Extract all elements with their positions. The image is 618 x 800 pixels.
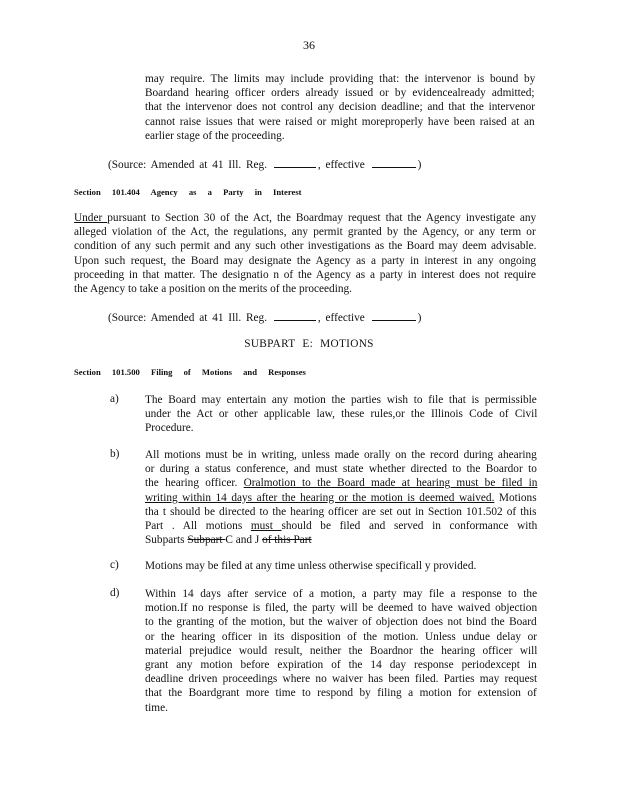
text-segment: or during a status conference, and must state whether directed to the Boardor to — [145, 463, 537, 476]
text-segment: material prejudice would result, neither the Boardnor the hearing officer will — [145, 644, 538, 657]
text-line: may require. The limits may include providing that: the intervenor is bound by — [145, 73, 536, 85]
source-note-2: (Source: Amended at 41 Ill. Reg. , effective ) — [108, 312, 422, 324]
text-line — [145, 519, 537, 533]
item-b-paragraph — [145, 448, 537, 547]
text-segment: under the Act or other applicable law, these rules,or the Illinois Code of Civil — [145, 408, 538, 421]
text-line — [145, 630, 537, 644]
text-segment: Under — [74, 212, 108, 224]
text-line — [145, 601, 537, 615]
text-segment: writing within 14 days after the hearing or the motion is deemed waived. — [145, 491, 495, 504]
source-note-1: (Source: Amended at 41 Ill. Reg. , effective ) — [108, 159, 422, 171]
text-line — [145, 462, 537, 476]
text-segment: time. — [145, 701, 168, 714]
source-close: ) — [417, 159, 422, 171]
text-segment: the hearing officer. — [145, 477, 244, 490]
text-line — [145, 672, 537, 686]
text-segment: to the granting of the motion, but the waiver of objection does not bind the Board — [145, 616, 537, 629]
source-prefix: (Source: Amended at 41 Ill. Reg. — [108, 159, 268, 171]
section-heading-101-404: Section 101.404 Agency as a Party in Interest — [74, 187, 302, 197]
text-line — [74, 225, 536, 239]
text-segment: pursuant to Section 30 of the Act, the Boardmay request that the Agency investigate any — [107, 212, 537, 224]
item-letter-c: c) — [110, 559, 119, 571]
text-line — [74, 239, 536, 253]
text-line — [145, 658, 537, 672]
text-segment: the Agency to take a position on the merits of the proceeding. — [74, 283, 352, 296]
item-d-paragraph — [145, 587, 537, 715]
effective-blank — [372, 310, 416, 321]
item-letter-b: b) — [110, 448, 120, 460]
text-line — [145, 505, 537, 519]
text-segment: must — [250, 520, 282, 533]
text-line — [145, 421, 537, 435]
text-line — [145, 587, 537, 601]
text-line — [74, 282, 536, 296]
text-segment: Subpart — [187, 534, 226, 547]
text-line — [145, 407, 537, 421]
text-segment: Part . All motions — [145, 520, 251, 533]
text-line — [145, 701, 537, 715]
text-line: earlier stage of the proceeding. — [145, 129, 285, 142]
text-segment: tha t should be directed to the hearing officer are set out in Section 101.502 of this — [145, 505, 537, 518]
text-segment: Oralmotion to the Board made at hearing must be filed in — [243, 477, 538, 490]
subpart-title: SUBPART E: MOTIONS — [244, 338, 374, 350]
text-segment: alleged violation of the Act, the regulations, any permit granted by the Agency, or any term or — [74, 226, 536, 239]
text-segment: condition of any such permit and any such other investigations as the Board may deem advisable. — [74, 240, 537, 253]
item-a-paragraph — [145, 393, 537, 436]
text-segment: Subparts — [145, 534, 188, 547]
text-line — [145, 476, 537, 490]
text-line — [145, 448, 537, 462]
text-segment: Upon such request, the Board may designate the Agency as a party in interest in any ongoing — [74, 254, 537, 267]
text-segment: C and J — [225, 534, 263, 547]
text-line: cannot raise issues that were raised or might moreproperly have been raised at an — [145, 115, 535, 128]
text-line — [74, 254, 536, 268]
text-line — [145, 644, 537, 658]
text-segment: Within 14 days after service of a motion, a party may file a response to the — [145, 588, 538, 600]
text-line — [145, 615, 537, 629]
text-line — [145, 533, 537, 547]
text-line: Boardand hearing officer orders already issued or by evidencealready admitted; — [145, 87, 535, 100]
text-line — [145, 491, 537, 505]
item-c-paragraph — [145, 559, 537, 573]
text-segment: or the hearing officer in its disposition of the motion. Unless undue delay or — [145, 630, 538, 643]
text-line — [145, 686, 537, 700]
source-close: ) — [417, 312, 422, 324]
text-segment: of this Part — [262, 534, 312, 547]
text-segment: Procedure. — [145, 422, 194, 435]
intervenor-paragraph — [145, 72, 535, 143]
register-blank — [274, 310, 316, 321]
effective-blank — [372, 157, 416, 168]
item-letter-d: d) — [110, 587, 120, 599]
text-line: that the intervenor does not control any decision deadline; and that the intervenor — [145, 101, 536, 114]
text-line — [74, 211, 536, 225]
text-segment: The Board may entertain any motion the parties wish to file that is permissible — [145, 394, 537, 406]
text-line — [74, 268, 536, 282]
text-segment: should be filed and served in conformance with — [281, 520, 538, 533]
item-letter-a: a) — [110, 393, 119, 405]
text-segment: deadline driven proceedings where no waiver has been filed. Parties may request — [145, 673, 538, 686]
section-heading-101-500: Section 101.500 Filing of Motions and Responses — [74, 367, 306, 377]
source-effective: effective — [325, 159, 365, 171]
text-line — [145, 393, 537, 407]
text-line — [145, 559, 537, 573]
text-segment: Motions may be filed at any time unless otherwise specificall y provided. — [145, 560, 477, 572]
text-segment: Motions — [494, 491, 537, 504]
page-number: 36 — [303, 38, 315, 52]
register-blank — [274, 157, 316, 168]
source-effective: effective — [325, 312, 365, 324]
text-segment: proceeding in that matter. The designatio n of the Agency as a party in interest does not require — [74, 268, 536, 281]
text-segment: All motions must be in writing, unless made orally on the record during ahearing — [145, 449, 537, 461]
section-101-404-paragraph — [74, 211, 536, 296]
text-segment: that the Boardgrant more time to respond by filing a motion for extension of — [145, 687, 537, 700]
text-segment: grant any motion before expiration of the 14 day response periodexcept in — [145, 659, 537, 672]
text-segment: motion.If no response is filed, the party will be deemed to have waived objection — [145, 602, 538, 615]
source-prefix: (Source: Amended at 41 Ill. Reg. — [108, 312, 268, 324]
